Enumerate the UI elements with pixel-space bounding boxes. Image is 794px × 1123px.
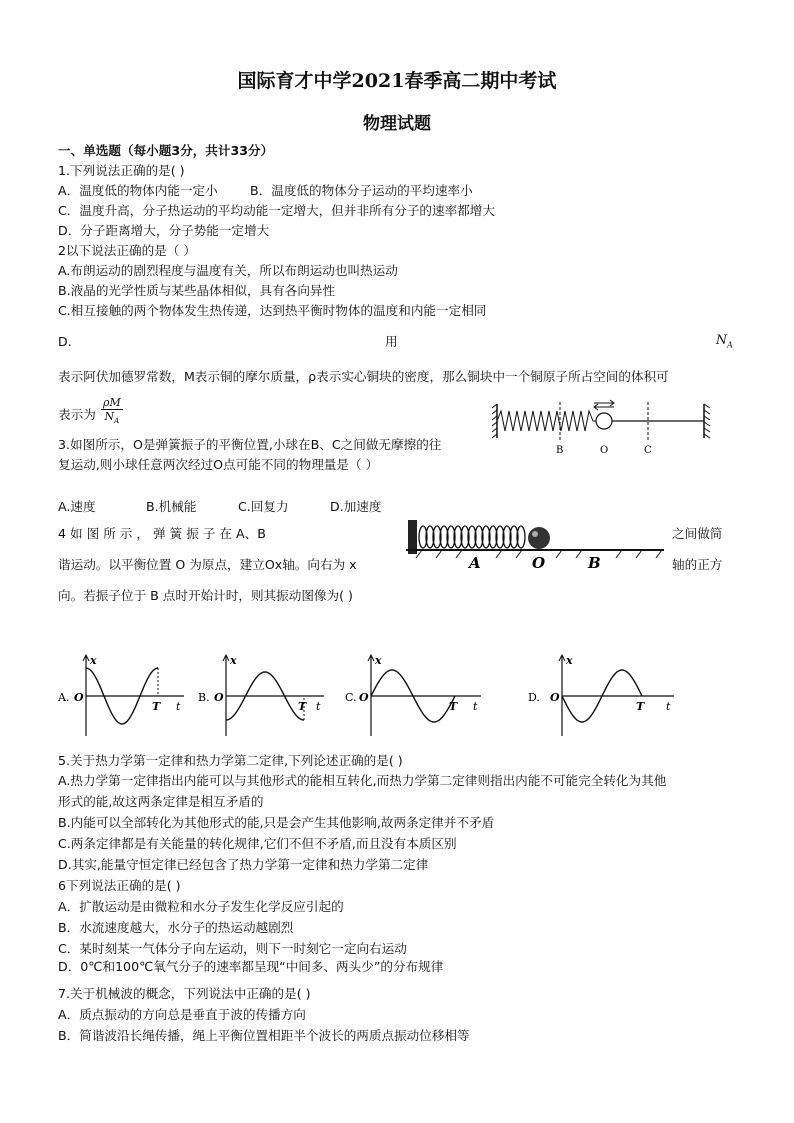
q2-option-d-label: D. — [58, 334, 72, 349]
avogadro-symbol: $N_A$ — [716, 332, 733, 350]
q6-option-c: C．某时刻某一气体分子向左运动，则下一时刻它一定向右运动 — [58, 941, 407, 956]
graph-x-label: x — [90, 654, 97, 667]
exam-subtitle: 物理试题 — [363, 114, 431, 134]
q7-option-a: A．质点振动的方向总是垂直于波的传播方向 — [58, 1007, 306, 1022]
q1-option-a: A．温度低的物体内能一定小 — [58, 183, 218, 198]
q5-option-a-line2: 形式的能,故这两条定律是相互矛盾的 — [58, 794, 264, 809]
q4-stem-line1-right: 之间做简 — [672, 526, 723, 541]
graph-period-label: T — [636, 700, 645, 713]
point-o-label: O — [600, 445, 609, 456]
q3-stem-line2: 复运动,则小球任意两次经过O点可能不同的物理量是（ ） — [58, 457, 379, 472]
q3-stem-line1: 3.如图所示，O是弹簧振子的平衡位置,小球在B、C之间做无摩擦的往 — [58, 437, 442, 452]
q7-stem: 7.关于机械波的概念，下列说法中正确的是( ) — [58, 986, 311, 1001]
q5-option-a-line1: A.热力学第一定律指出内能可以与其他形式的能相互转化,而热力学第二定律则指出内能不可能完全转化为其他 — [58, 773, 667, 788]
q2-option-b: B.液晶的光学性质与某些晶体相似，具有各向异性 — [58, 283, 336, 298]
graph-a-svg — [58, 650, 188, 740]
q1-option-c: C．温度升高，分子热运动的平均动能一定增大，但并非所有分子的速率都增大 — [58, 203, 495, 218]
q1-option-d: D．分子距离增大，分子势能一定增大 — [58, 223, 270, 238]
q3-option-c: C.回复力 — [238, 499, 289, 514]
q4-graph-a — [58, 650, 188, 744]
q2-stem: 2以下说法正确的是（ ） — [58, 243, 196, 258]
q6-option-a: A．扩散运动是由微粒和水分子发生化学反应引起的 — [58, 899, 344, 914]
graph-option-label: D. — [528, 691, 540, 704]
q2-option-d-use: 用 — [385, 334, 398, 349]
q1-stem: 1.下列说法正确的是( ) — [58, 163, 185, 178]
q6-option-b: B．水流速度越大，水分子的热运动越剧烈 — [58, 920, 294, 935]
graph-t-label: t — [473, 700, 478, 713]
graph-origin-label: O — [74, 691, 84, 704]
graph-t-label: t — [666, 700, 671, 713]
exam-title: 国际育才中学2021春季高二期中考试 — [237, 70, 557, 92]
q4-stem-line3: 向。若振子位于 B 点时开始计时，则其振动图像为( ) — [58, 588, 353, 603]
point-a-label: A — [469, 554, 481, 572]
q4-spring-figure — [406, 516, 664, 572]
graph-period-label: T — [449, 700, 458, 713]
q6-option-d: D．0℃和100℃氧气分子的速率都呈现“中间多、两头少”的分布规律 — [58, 959, 444, 974]
q4-stem-line2-right: 轴的正方 — [672, 557, 723, 572]
q3-option-d: D.加速度 — [330, 499, 382, 514]
q5-option-b: B.内能可以全部转化为其他形式的能,只是会产生其他影响,故两条定律并不矛盾 — [58, 815, 495, 830]
graph-period-label: T — [152, 700, 161, 713]
point-b-label-q4: B — [588, 554, 601, 572]
graph-period-label: T — [298, 700, 307, 713]
graph-option-label: B. — [198, 691, 210, 704]
graph-option-label: C. — [345, 691, 357, 704]
q3-spring-figure — [492, 396, 714, 458]
graph-x-label: x — [375, 654, 382, 667]
graph-x-label: x — [230, 654, 237, 667]
q5-stem: 5.关于热力学第一定律和热力学第二定律,下列论述正确的是( ) — [58, 753, 403, 768]
point-c-label: C — [644, 445, 652, 456]
graph-origin-label: O — [359, 691, 369, 704]
graph-b-svg — [198, 650, 328, 740]
graph-c-svg — [345, 650, 485, 740]
q5-option-d: D.其实,能量守恒定律已经包含了热力学第一定律和热力学第二定律 — [58, 857, 429, 872]
graph-origin-label: O — [214, 691, 224, 704]
q4-stem-line2-left: 谐运动。以平衡位置 O 为原点，建立Ox轴。向右为 x — [58, 557, 357, 572]
graph-t-label: t — [176, 700, 181, 713]
q1-option-b: B．温度低的物体分子运动的平均速率小 — [250, 183, 473, 198]
q4-stem-line1-left: 4 如 图 所 示 ， 弹 簧 振 子 在 A、B — [58, 526, 266, 541]
q5-option-c: C.两条定律都是有关能量的转化规律,它们不但不矛盾,而且没有本质区别 — [58, 836, 457, 851]
graph-t-label: t — [316, 700, 321, 713]
q4-graph-b — [198, 650, 328, 744]
q4-graph-c — [345, 650, 485, 744]
q2-option-c: C.相互接触的两个物体发生热传递，达到热平衡时物体的温度和内能一定相同 — [58, 303, 487, 318]
q7-option-b: B．简谐波沿长绳传播，绳上平衡位置相距半个波长的两质点振动位移相等 — [58, 1028, 470, 1043]
graph-x-label: x — [566, 654, 573, 667]
q4-graph-d — [528, 650, 678, 744]
q3-option-b: B.机械能 — [146, 499, 197, 514]
point-b-label: B — [556, 445, 564, 456]
q2-option-d-line2: 表示阿伏加德罗常数，M表示铜的摩尔质量，ρ表示实心铜块的密度，那么铜块中一个铜原子所占空间的体积可 — [58, 369, 669, 384]
q3-option-a: A.速度 — [58, 499, 96, 514]
section-heading: 一、单选题（每小题3分，共计33分） — [58, 143, 274, 158]
volume-fraction: $\frac{\rho M}{N_A}$ — [103, 396, 121, 426]
q2-option-d-line3: 表示为 — [58, 407, 96, 422]
point-o-label-q4: O — [532, 554, 546, 572]
q6-stem: 6下列说法正确的是( ) — [58, 878, 181, 893]
graph-d-svg — [528, 650, 678, 740]
graph-option-label: A. — [58, 691, 70, 704]
q2-option-a: A.布朗运动的剧烈程度与温度有关，所以布朗运动也叫热运动 — [58, 263, 398, 278]
graph-origin-label: O — [550, 691, 560, 704]
